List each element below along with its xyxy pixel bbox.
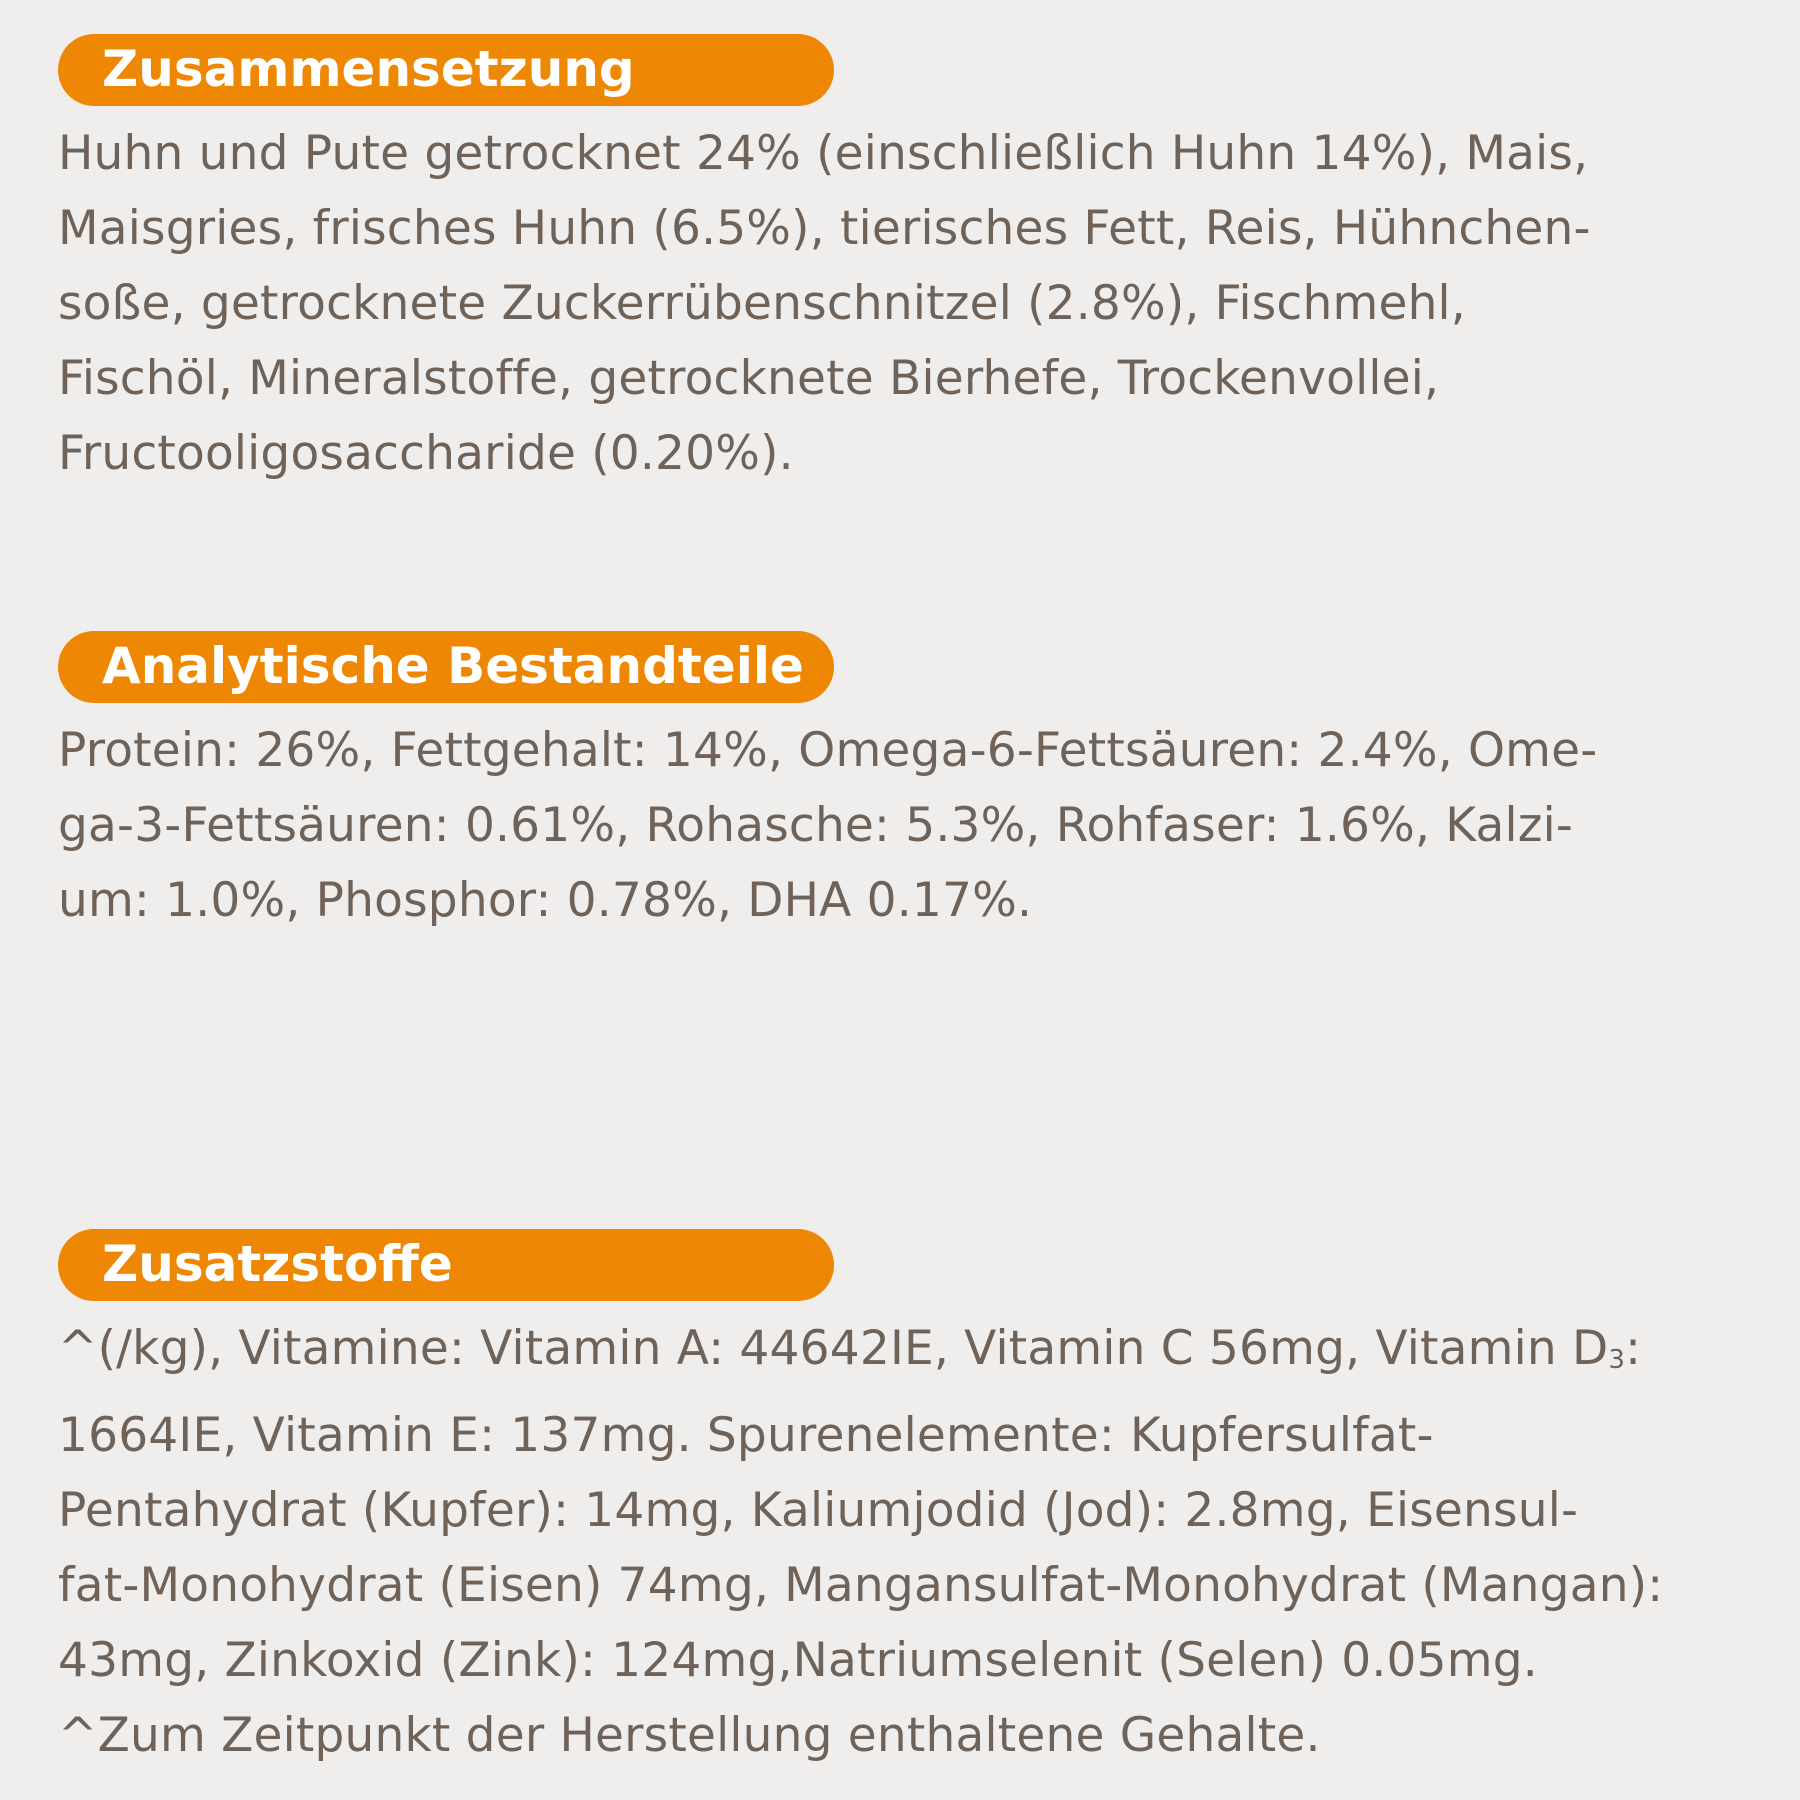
- text-line: 43mg, Zinkoxid (Zink): 124mg,Natriumselenit (Selen) 0.05mg.: [58, 1633, 1538, 1688]
- additives-title-badge: [58, 1229, 834, 1301]
- text-line: Protein: 26%, Fettgehalt: 14%, Omega-6-Fettsäuren: 2.4%, Ome-: [58, 723, 1598, 778]
- analytical-constituents-text: [58, 713, 1597, 938]
- text-line: Huhn und Pute getrocknet 24% (einschließlich Huhn 14%), Mais,: [58, 126, 1589, 181]
- analytical-constituents-title: Analytische Bestandteile: [102, 637, 804, 695]
- text-line: fat-Monohydrat (Eisen) 74mg, Mangansulfat-Monohydrat (Mangan):: [58, 1558, 1664, 1613]
- text-fragment: ^(/kg), Vitamine: Vitamin A: 44642IE, Vitamin C 56mg, Vitamin D: [58, 1321, 1609, 1376]
- additives-text: [58, 1311, 1663, 1773]
- analytical-constituents-title-badge: [58, 631, 834, 703]
- text-line: Maisgries, frisches Huhn (6.5%), tierisches Fett, Reis, Hühnchen-: [58, 201, 1591, 256]
- text-line: ga-3-Fettsäuren: 0.61%, Rohasche: 5.3%, Rohfaser: 1.6%, Kalzi-: [58, 798, 1574, 853]
- text-line: ^Zum Zeitpunkt der Herstellung enthaltene Gehalte.: [58, 1708, 1321, 1763]
- text-fragment: :: [1625, 1321, 1642, 1376]
- composition-text: [58, 116, 1591, 491]
- composition-title: Zusammensetzung: [102, 40, 635, 98]
- text-line: Fructooligosaccharide (0.20%).: [58, 426, 794, 481]
- composition-title-badge: [58, 34, 834, 106]
- text-line: soße, getrocknete Zuckerrübenschnitzel (2.8%), Fischmehl,: [58, 276, 1466, 331]
- subscript: 3: [1608, 1345, 1626, 1375]
- text-line: um: 1.0%, Phosphor: 0.78%, DHA 0.17%.: [58, 873, 1033, 928]
- text-line: Pentahydrat (Kupfer): 14mg, Kaliumjodid (Jod): 2.8mg, Eisensul-: [58, 1483, 1579, 1538]
- text-line: Fischöl, Mineralstoffe, getrocknete Bierhefe, Trockenvollei,: [58, 351, 1440, 406]
- additives-title: Zusatzstoffe: [102, 1235, 453, 1293]
- text-line: 1664IE, Vitamin E: 137mg. Spurenelemente: Kupfersulfat-: [58, 1408, 1434, 1463]
- text-line: [58, 1311, 1663, 1398]
